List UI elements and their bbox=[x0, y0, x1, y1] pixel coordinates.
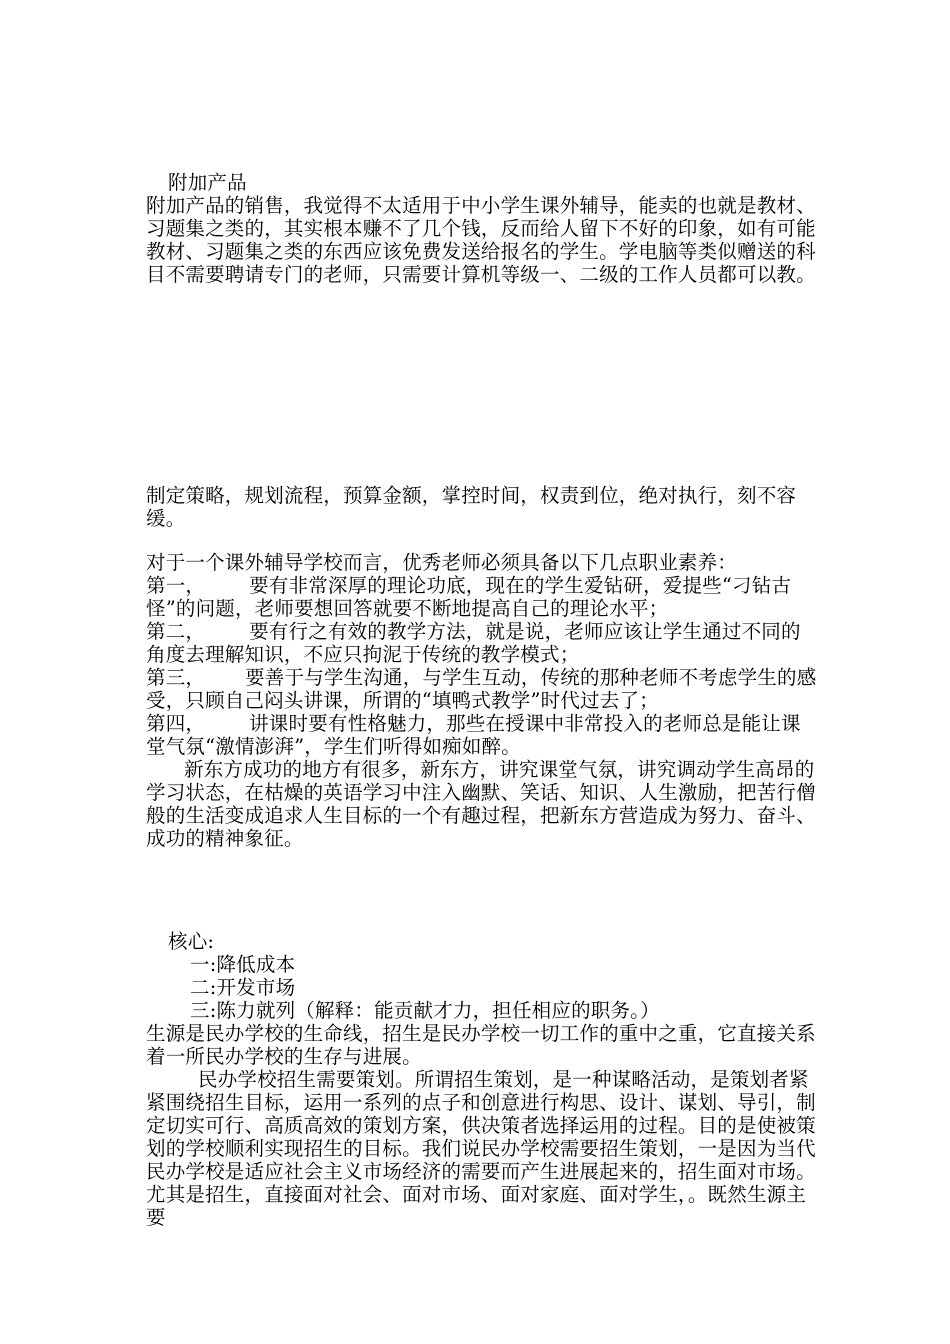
paragraph-teacher-intro: 对于一个课外辅导学校而言，优秀老师必须具备以下几点职业素养： bbox=[146, 551, 738, 574]
core-point-1: 一:降低成本 bbox=[190, 953, 296, 976]
core-point-2: 二:开发市场 bbox=[190, 976, 296, 999]
item-text: 讲课时要有性格魅力，那些在授课中非常投入的老师总是能让课堂气氛“激情澎湃”，学生们听得如痴如醉。 bbox=[146, 712, 801, 758]
section-heading-additional-products: 附加产品 bbox=[168, 171, 247, 194]
paragraph-enrollment-planning: 民办学校招生需要策划。所谓招生策划，是一种谋略活动，是策划者紧紧围绕招生目标，运用一系列的点子和创意进行构思、设计、谋划、导引，制定切实可行、高质高效的策划方案，供决策者选择运用的过程。目的是使被策划的学校顺利实现招生的目标。我们说民办学校需要招生策划，一是因为当代民办学校是适应社会主义市场经济的需要而产生进展起来的，招生面对市场。尤其是招生，直接面对社会、面对市场、面对家庭、面对学生，。既然生源主要 bbox=[146, 1068, 816, 1229]
core-point-3: 三:陈力就列（解释：能贡献才力，担任相应的职务。） bbox=[190, 999, 660, 1022]
paragraph-enrollment-lifeline: 生源是民办学校的生命线，招生是民办学校一切工作的重中之重，它直接关系着一所民办学校的生存与进展。 bbox=[146, 1022, 816, 1068]
paragraph-new-oriental: 新东方成功的地方有很多，新东方，讲究课堂气氛，讲究调动学生高昂的学习状态，在枯燥的英语学习中注入幽默、笑话、知识、人生激励，把苦行僧般的生活变成追求人生目标的一个有趣过程，把新东方营造成为努力、奋斗、成功的精神象征。 bbox=[146, 758, 816, 850]
item-text: 要有非常深厚的理论功底，现在的学生爱钻研，爱提些“刁钻古怪”的问题，老师要想回答就要不断地提高自己的理论水平； bbox=[146, 574, 792, 620]
item-number: 第四， bbox=[146, 712, 206, 735]
section-strategy bbox=[146, 484, 818, 530]
paragraph-additional-products: 附加产品的销售，我觉得不太适用于中小学生课外辅导，能卖的也就是教材、习题集之类的，其实根本赚不了几个钱，反而给人留下不好的印象，如有可能教材、习题集之类的东西应该免费发送给报名的学生。学电脑等类似赠送的科目不需要聘请专门的老师，只需要计算机等级一、二级的工作人员都可以教。 bbox=[146, 194, 816, 286]
item-number: 第三， bbox=[146, 666, 206, 689]
list-item-quality-1 bbox=[146, 574, 818, 620]
item-text: 要善于与学生沟通，与学生互动，传统的那种老师不考虑学生的感受，只顾自己闷头讲课，所谓的“填鸭式教学”时代过去了； bbox=[146, 666, 817, 712]
list-item-quality-4 bbox=[146, 712, 818, 758]
paragraph-strategy: 制定策略，规划流程，预算金额，掌控时间，权责到位，绝对执行，刻不容缓。 bbox=[146, 484, 797, 530]
section-heading-core: 核心: bbox=[168, 930, 215, 953]
item-number: 第一， bbox=[146, 574, 206, 597]
section-core bbox=[146, 930, 818, 1229]
section-teacher-qualities bbox=[146, 551, 818, 850]
list-item-quality-3 bbox=[146, 666, 818, 712]
list-item-quality-2 bbox=[146, 620, 818, 666]
item-number: 第二， bbox=[146, 620, 206, 643]
item-text: 要有行之有效的教学方法，就是说，老师应该让学生通过不同的角度去理解知识，不应只拘泥于传统的教学模式； bbox=[146, 620, 801, 666]
section-additional-products bbox=[146, 171, 818, 286]
